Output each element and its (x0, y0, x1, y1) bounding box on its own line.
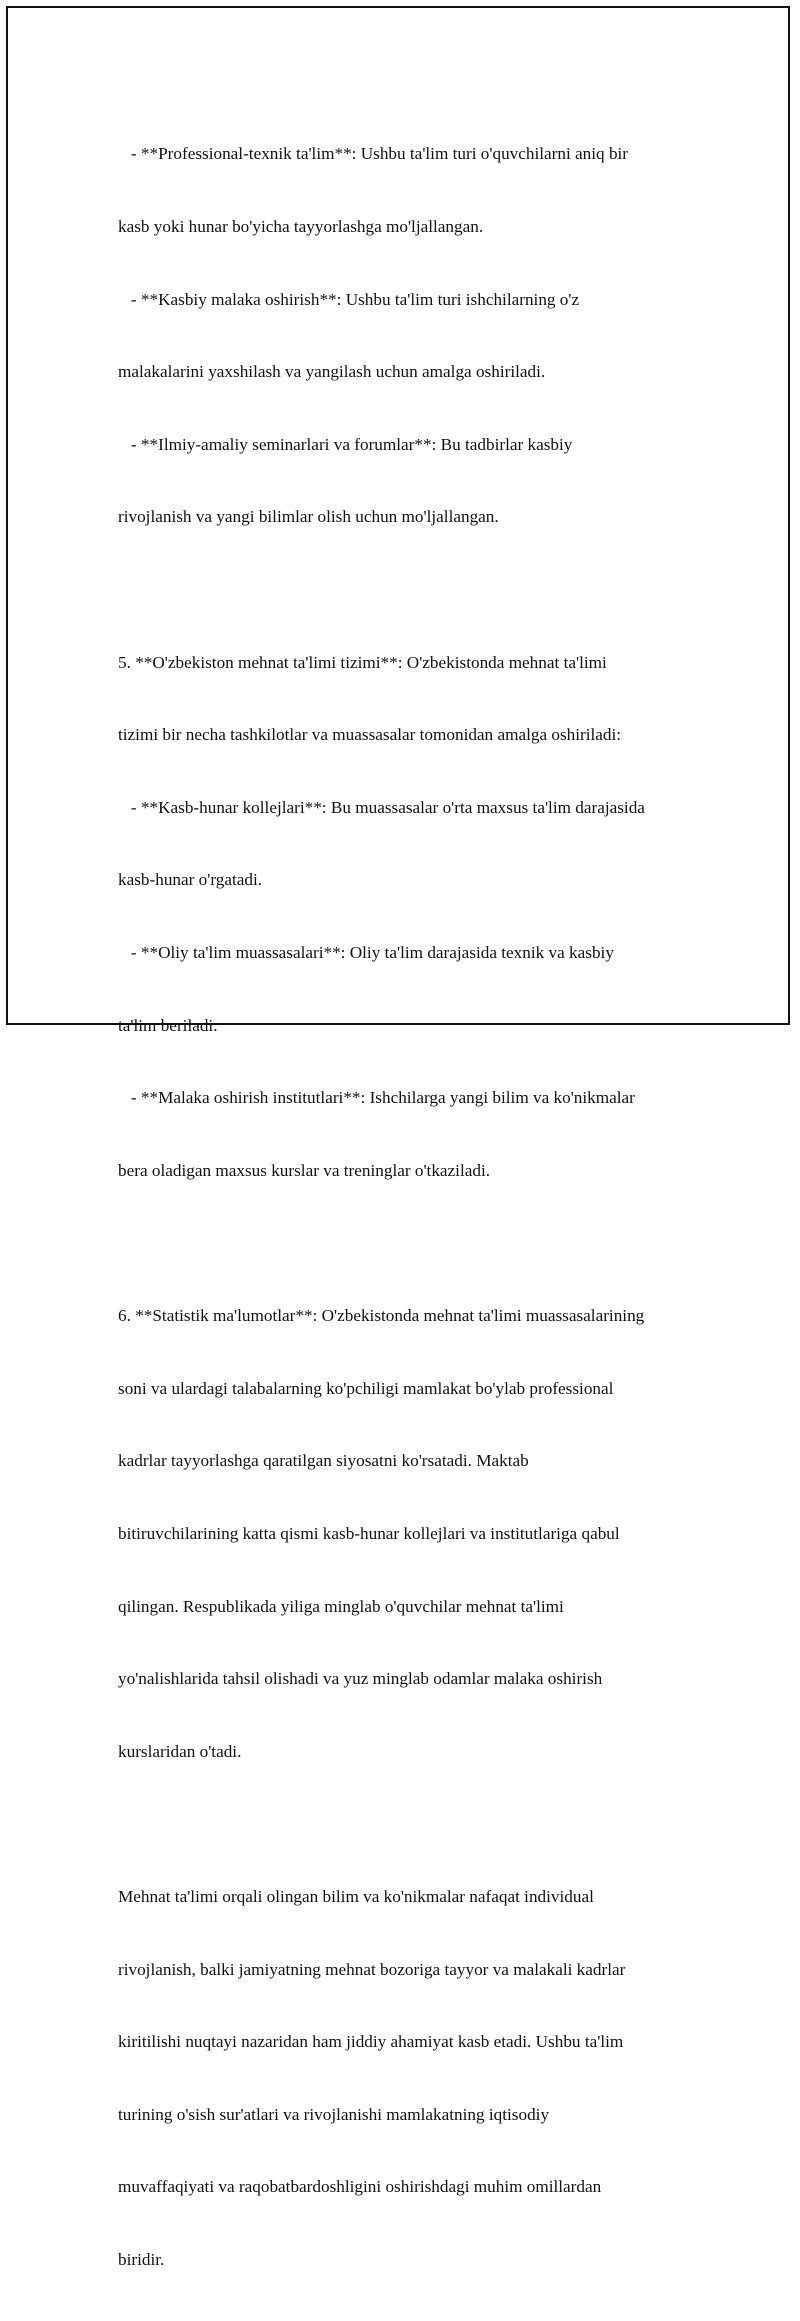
text-line: qilingan. Respublikada yiliga minglab o'quvchilar mehnat ta'limi (118, 1596, 564, 1616)
text-line: ta'lim beriladi. (118, 1015, 218, 1035)
text-line: - **Ilmiy-amaliy seminarlari va forumlar**: Bu tadbirlar kasbiy (118, 434, 573, 454)
text-line: rivojlanish va yangi bilimlar olish uchun mo'ljallangan. (118, 507, 499, 527)
blank-line (118, 1232, 688, 1256)
text-line: kurslaridan o'tadi. (118, 1741, 242, 1761)
text-line: bitiruvchilarining katta qismi kasb-hunar kollejlari va institutlariga qabul (118, 1523, 620, 1543)
text-line: rivojlanish, balki jamiyatning mehnat bozoriga tayyor va malakali kadrlar (118, 1959, 626, 1979)
blank-line (118, 578, 688, 602)
text-line: kasb-hunar o'rgatadi. (118, 870, 263, 890)
text-line: soni va ulardagi talabalarning ko'pchiligi mamlakat bo'ylab professional (118, 1378, 614, 1398)
text-line: - **Oliy ta'lim muassasalari**: Oliy ta'lim darajasida texnik va kasbiy (118, 943, 614, 963)
text-line: muvaffaqiyati va raqobatbardoshligini oshirishdagi muhim omillardan (118, 2177, 602, 2197)
text-line: malakalarini yaxshilash va yangilash uchun amalga oshiriladi. (118, 362, 546, 382)
text-line: 5. **O'zbekiston mehnat ta'limi tizimi**: O'zbekistonda mehnat ta'limi (118, 652, 607, 672)
blank-line (118, 1812, 688, 1836)
text-line: kasb yoki hunar bo'yicha tayyorlashga mo'ljallangan. (118, 217, 484, 237)
text-line: bera oladigan maxsus kurslar va treninglar o'tkaziladi. (118, 1160, 491, 1180)
text-line: Mehnat ta'limi orqali olingan bilim va ko'nikmalar nafaqat individual (118, 1886, 594, 1906)
text-line: - **Kasb-hunar kollejlari**: Bu muassasalar o'rta maxsus ta'lim darajasida (118, 797, 645, 817)
text-line: - **Malaka oshirish institutlari**: Ishchilarga yangi bilim va ko'nikmalar (118, 1088, 635, 1108)
text-line: yo'nalishlarida tahsil olishadi va yuz minglab odamlar malaka oshirish (118, 1669, 603, 1689)
text-line: turining o'sish sur'atlari va rivojlanishi mamlakatning iqtisodiy (118, 2104, 550, 2124)
text-line: 6. **Statistik ma'lumotlar**: O'zbekistonda mehnat ta'limi muassasalarining (118, 1306, 645, 1326)
document-body (118, 94, 688, 2321)
text-line: kadrlar tayyorlashga qaratilgan siyosatni ko'rsatadi. Maktab (118, 1451, 529, 1471)
text-line: - **Professional-texnik ta'lim**: Ushbu ta'lim turi o'quvchilarni aniq bir (118, 144, 629, 164)
text-line: - **Kasbiy malaka oshirish**: Ushbu ta'lim turi ishchilarning o'z (118, 289, 580, 309)
text-line: tizimi bir necha tashkilotlar va muassasalar tomonidan amalga oshiriladi: (118, 725, 622, 745)
document-page (6, 6, 790, 2270)
text-line: biridir. (118, 2250, 165, 2270)
text-line: kiritilishi nuqtayi nazaridan ham jiddiy ahamiyat kasb etadi. Ushbu ta'lim (118, 2032, 624, 2052)
